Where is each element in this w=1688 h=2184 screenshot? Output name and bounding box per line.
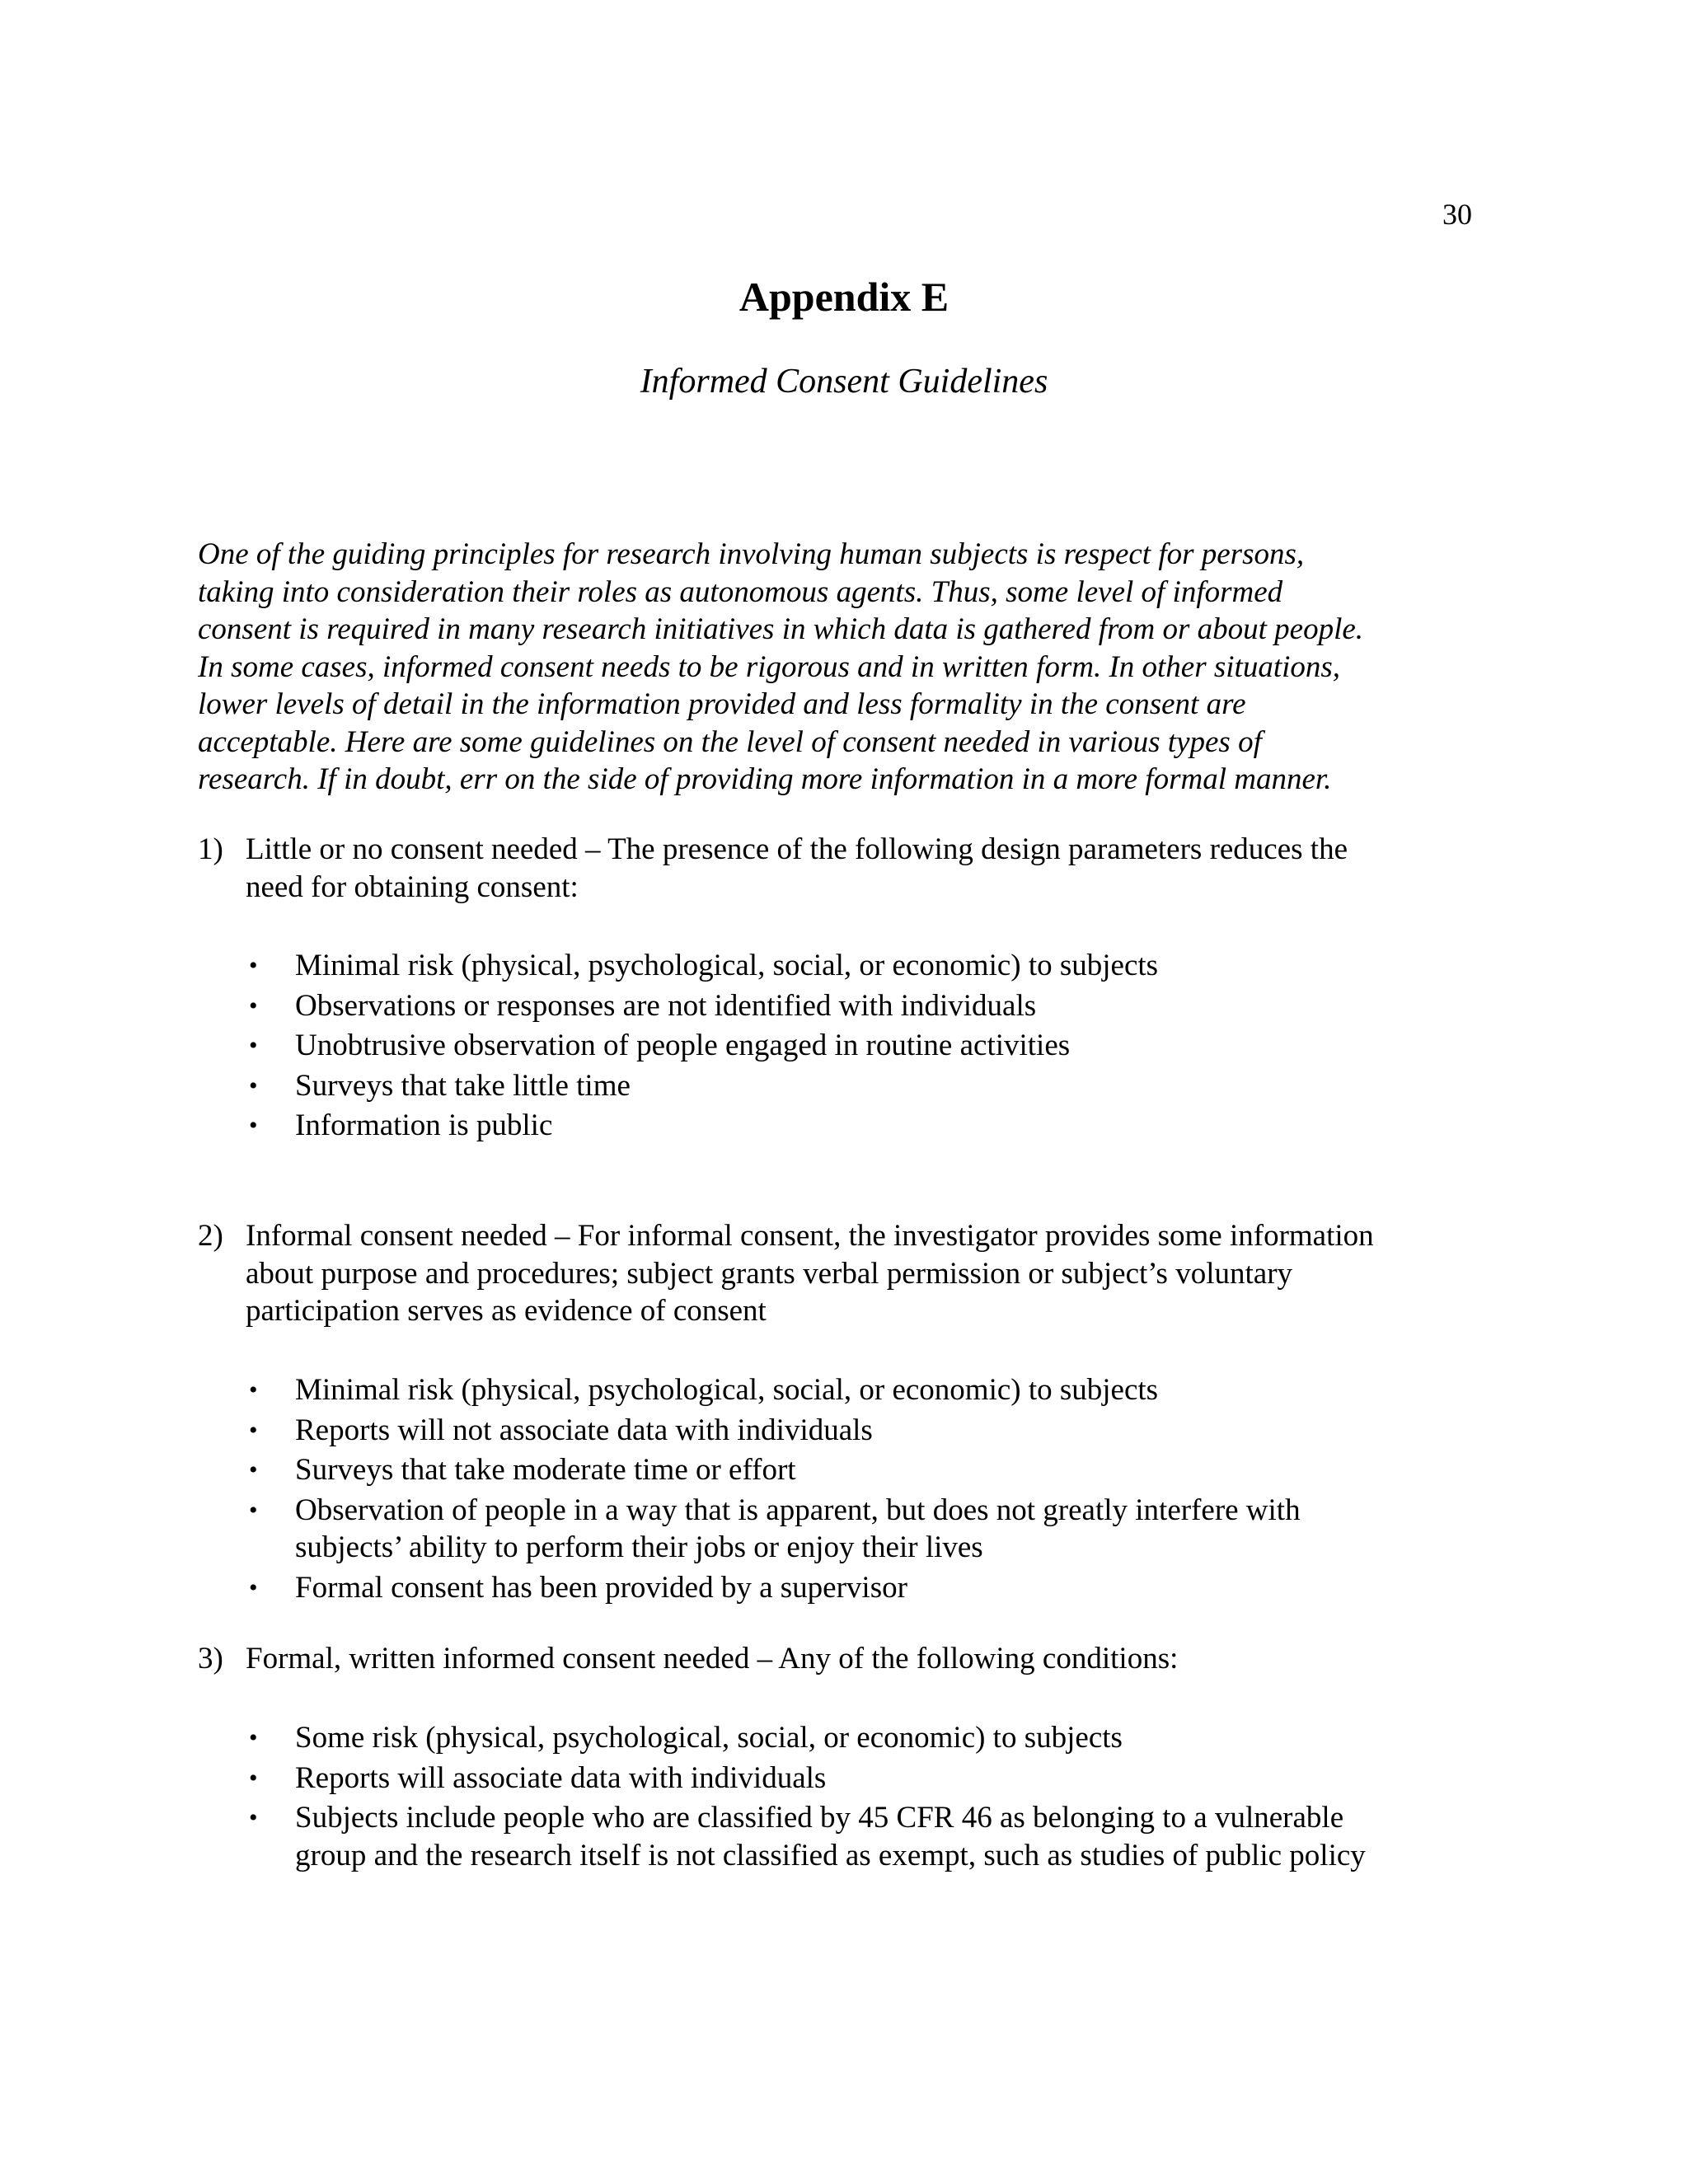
page-title: Appendix E bbox=[738, 274, 950, 320]
section-3-heading bbox=[198, 1640, 1500, 1678]
section-heading-line: Little or no consent needed – The presence of the following design parameters reduces the bbox=[246, 832, 1348, 866]
section-2-list bbox=[198, 1371, 1500, 1608]
list-item bbox=[198, 1106, 1500, 1146]
list-item bbox=[198, 1026, 1500, 1066]
list-item-text: Surveys that take moderate time or effort bbox=[295, 1453, 796, 1487]
list-item-text: subjects’ ability to perform their jobs or enjoy their lives bbox=[295, 1530, 983, 1564]
intro-line: lower levels of detail in the information provided and less formality in the consent are bbox=[198, 687, 1246, 721]
page-subtitle: Informed Consent Guidelines bbox=[640, 363, 1048, 401]
list-item-text: Minimal risk (physical, psychological, social, or economic) to subjects bbox=[295, 949, 1159, 982]
list-item-text: group and the research itself is not classified as exempt, such as studies of public policy bbox=[295, 1838, 1366, 1872]
section-heading-line: about purpose and procedures; subject grants verbal permission or subject’s voluntary bbox=[246, 1256, 1293, 1291]
list-item bbox=[198, 1371, 1500, 1411]
bullet-icon: • bbox=[249, 991, 258, 1019]
intro-line: acceptable. Here are some guidelines on the level of consent needed in various types of bbox=[198, 724, 1262, 759]
list-item bbox=[198, 1066, 1500, 1107]
list-item-text: Subjects include people who are classified by 45 CFR 46 as belonging to a vulnerable bbox=[295, 1801, 1344, 1835]
bullet-icon: • bbox=[249, 1496, 258, 1524]
intro-line: consent is required in many research initiatives in which data is gathered from or about people. bbox=[198, 612, 1364, 646]
bullet-icon: • bbox=[249, 1032, 258, 1059]
bullet-icon: • bbox=[249, 1573, 258, 1601]
list-item bbox=[198, 946, 1500, 987]
bullet-icon: • bbox=[249, 1764, 258, 1792]
list-item-text: Observations or responses are not identified with individuals bbox=[295, 988, 1037, 1023]
bullet-icon: • bbox=[249, 1071, 258, 1099]
section-heading-line: Formal, written informed consent needed – Any of the following conditions: bbox=[246, 1642, 1179, 1675]
bullet-icon: • bbox=[249, 1416, 258, 1444]
section-2-heading bbox=[198, 1217, 1500, 1330]
list-item-text: Observation of people in a way that is apparent, but does not greatly interfere with bbox=[295, 1493, 1301, 1527]
bullet-icon: • bbox=[249, 1376, 258, 1404]
list-item-text: Information is public bbox=[295, 1108, 553, 1142]
list-item-text: Minimal risk (physical, psychological, social, or economic) to subjects bbox=[295, 1373, 1159, 1407]
intro-paragraph bbox=[198, 536, 1484, 799]
list-item bbox=[198, 1798, 1500, 1876]
page-number: 30 bbox=[1442, 198, 1472, 231]
section-heading-line: Informal consent needed – For informal consent, the investigator provides some information bbox=[246, 1219, 1374, 1253]
intro-line: One of the guiding principles for research involving human subjects is respect for persons, bbox=[198, 537, 1305, 571]
intro-line: research. If in doubt, err on the side of providing more information in a more formal manner. bbox=[198, 762, 1332, 796]
bullet-icon: • bbox=[249, 1456, 258, 1483]
list-item bbox=[198, 1451, 1500, 1491]
section-heading-line: need for obtaining consent: bbox=[246, 869, 579, 904]
section-3-list bbox=[198, 1718, 1500, 1876]
list-item-text: Reports will not associate data with individuals bbox=[295, 1413, 873, 1447]
list-item bbox=[198, 1759, 1500, 1799]
bullet-icon: • bbox=[249, 1724, 258, 1751]
intro-line: taking into consideration their roles as autonomous agents. Thus, some level of informed bbox=[198, 574, 1283, 609]
section-1-list bbox=[198, 946, 1500, 1146]
intro-line: In some cases, informed consent needs to be rigorous and in written form. In other situations, bbox=[198, 649, 1341, 684]
list-item bbox=[198, 1568, 1500, 1609]
list-item bbox=[198, 1718, 1500, 1759]
section-1-heading bbox=[198, 831, 1500, 906]
list-item-text: Formal consent has been provided by a supervisor bbox=[295, 1570, 907, 1605]
list-item-text: Surveys that take little time bbox=[295, 1068, 631, 1103]
list-item-text: Reports will associate data with individuals bbox=[295, 1760, 827, 1795]
list-item-text: Unobtrusive observation of people engaged in routine activities bbox=[295, 1029, 1071, 1062]
section-number: 2) bbox=[198, 1219, 223, 1253]
list-item-text: Some risk (physical, psychological, social, or economic) to subjects bbox=[295, 1721, 1123, 1755]
list-item bbox=[198, 987, 1500, 1027]
section-number: 3) bbox=[198, 1642, 223, 1675]
list-item bbox=[198, 1491, 1500, 1568]
bullet-icon: • bbox=[249, 1804, 258, 1831]
bullet-icon: • bbox=[249, 952, 258, 979]
bullet-icon: • bbox=[249, 1112, 258, 1139]
section-heading-line: participation serves as evidence of consent bbox=[246, 1294, 767, 1328]
list-item bbox=[198, 1411, 1500, 1451]
section-number: 1) bbox=[198, 832, 223, 866]
